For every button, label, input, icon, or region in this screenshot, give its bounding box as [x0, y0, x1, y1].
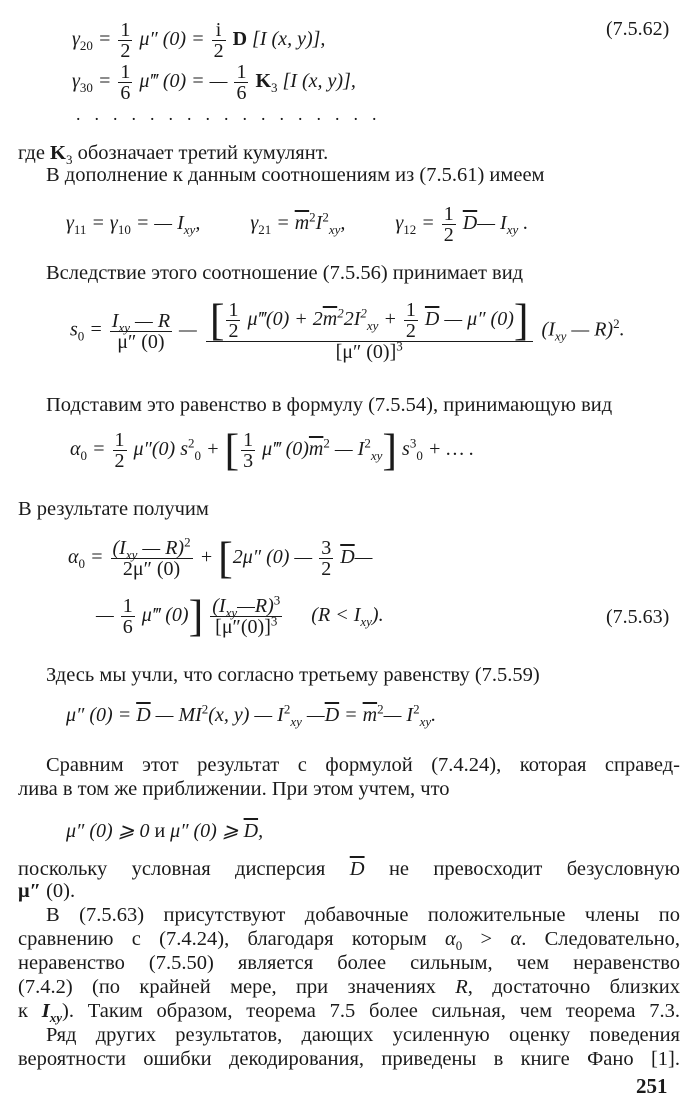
- paragraph-additional-line2: сравнению с (7.4.24), благодаря которым $\alpha_0 > \alpha$. Следовательно,: [18, 928, 681, 954]
- paragraph-cumulant: где $K_3$ обозначает третий кумулянт.: [18, 142, 329, 168]
- paragraph-consequence: Вследствие этого соотношение (7.5.56) принимает вид: [46, 262, 524, 284]
- paragraph-other-line2: вероятности ошибки декодирования, приведены в книге Фано [1].: [18, 1048, 680, 1070]
- paragraph-since-line2: μ″ (0).: [18, 880, 76, 902]
- ellipsis-row: .................: [76, 104, 391, 124]
- equation-mu2: μ″ $(0) = \overline{D}$ — $MI^2(x$, y) — $I^2_{xy}$ $—\overline{D}$ = $\overline{m}^2—$ $I^2_{xy}$.: [66, 701, 437, 729]
- paragraph-addition: В дополнение к данным соотношениям из (7.5.61) имеем: [46, 164, 545, 186]
- equation-alpha0-line1: $\alpha_0$ = $\frac{(I_{xy} — R)^2}{2\mu'' (0)}$ + [2μ″ (0) — $\frac{3}{2}$ $\overline{D}—$: [68, 533, 373, 583]
- paragraph-additional-line4: (7.4.2) (по крайней мере, при значениях R, достаточно близких: [18, 976, 680, 998]
- paragraph-other-line1: Ряд других результатов, дающих усиленную оценку поведения: [46, 1024, 680, 1046]
- paragraph-result: В результате получим: [18, 498, 209, 520]
- equation-s0: $s_0$ = $\frac{I_{xy} — R}{\mu'' (0)}$ — [ $\frac{1}{2}$ μ‴(0) + $2\overline{m}^22I^2_{xy}$ + $\frac{1}{2}$ $\overline{D}$ — μ″ (0)] [μ″ (0)]$^3$ ($I_{xy}$ — R)$^2$.: [70, 295, 625, 363]
- equation-inequality: μ″ (0) ⩾ 0 и μ″ (0) ⩾ $\overline{D}$,: [66, 820, 264, 842]
- equation-alpha0-line2: — $\frac{1}{6}$ μ‴ (0)] $\frac{(I_{xy}—R)^3}{[\mu''(0)]^3}$ $(R < I_{xy})$.: [96, 591, 384, 641]
- paragraph-substitute: Подставим это равенство в формулу (7.5.54), принимающую вид: [46, 394, 613, 416]
- equation-alpha0-series: $\alpha_0$ = $\frac{1}{2}$ μ″(0) $s^2_0$ + [ $\frac{1}{3}$ μ‴ $(0)\overline{m}^2$ — $I^2_{xy}$] $s^3_0$ + … .: [70, 425, 475, 475]
- paragraph-compare-line2: лива в том же приближении. При этом учтем, что: [18, 778, 450, 800]
- equation-number-7-5-62: (7.5.62): [606, 18, 670, 40]
- paragraph-additional-line3: неравенство (7.5.50) является более сильным, чем неравенство: [18, 952, 680, 974]
- paragraph-additional-line5: к $I_{xy}$). Таким образом, теорема 7.5 более сильная, чем теорема 7.3.: [18, 1000, 680, 1026]
- equation-number-7-5-63: (7.5.63): [606, 606, 670, 628]
- paragraph-here: Здесь мы учли, что согласно третьему равенству (7.5.59): [46, 664, 540, 686]
- equation-gamma-row: $\gamma_{11} = \gamma_{10}$ = — $I_{xy}$, $\gamma_{21} = \overline{m}^2I^2_{xy}$, $\gamma_{12}$ = $\frac{1}{2}$ $\overline{D}—$ $I_{xy}$ .: [66, 203, 529, 246]
- equation-gamma20: $\gamma_{20}$ = $\frac{1}{2}$ μ″ (0) = $\frac{i}{2}$ D [I (x, y)],: [72, 19, 326, 62]
- page-number: 251: [636, 1074, 668, 1098]
- paragraph-compare-line1: Сравним этот результат с формулой (7.4.24), которая справед-: [46, 754, 680, 776]
- paragraph-additional-line1: В (7.5.63) присутствуют добавочные положительные члены по: [46, 904, 680, 926]
- equation-gamma30: $\gamma_{30}$ = $\frac{1}{6}$ μ‴ (0) = — $\frac{1}{6}$ $K_3$ [I (x, y)],: [72, 61, 356, 104]
- paragraph-since-line1: поскольку условная дисперсия $\overline{D}$ не превосходит безусловную: [18, 858, 680, 880]
